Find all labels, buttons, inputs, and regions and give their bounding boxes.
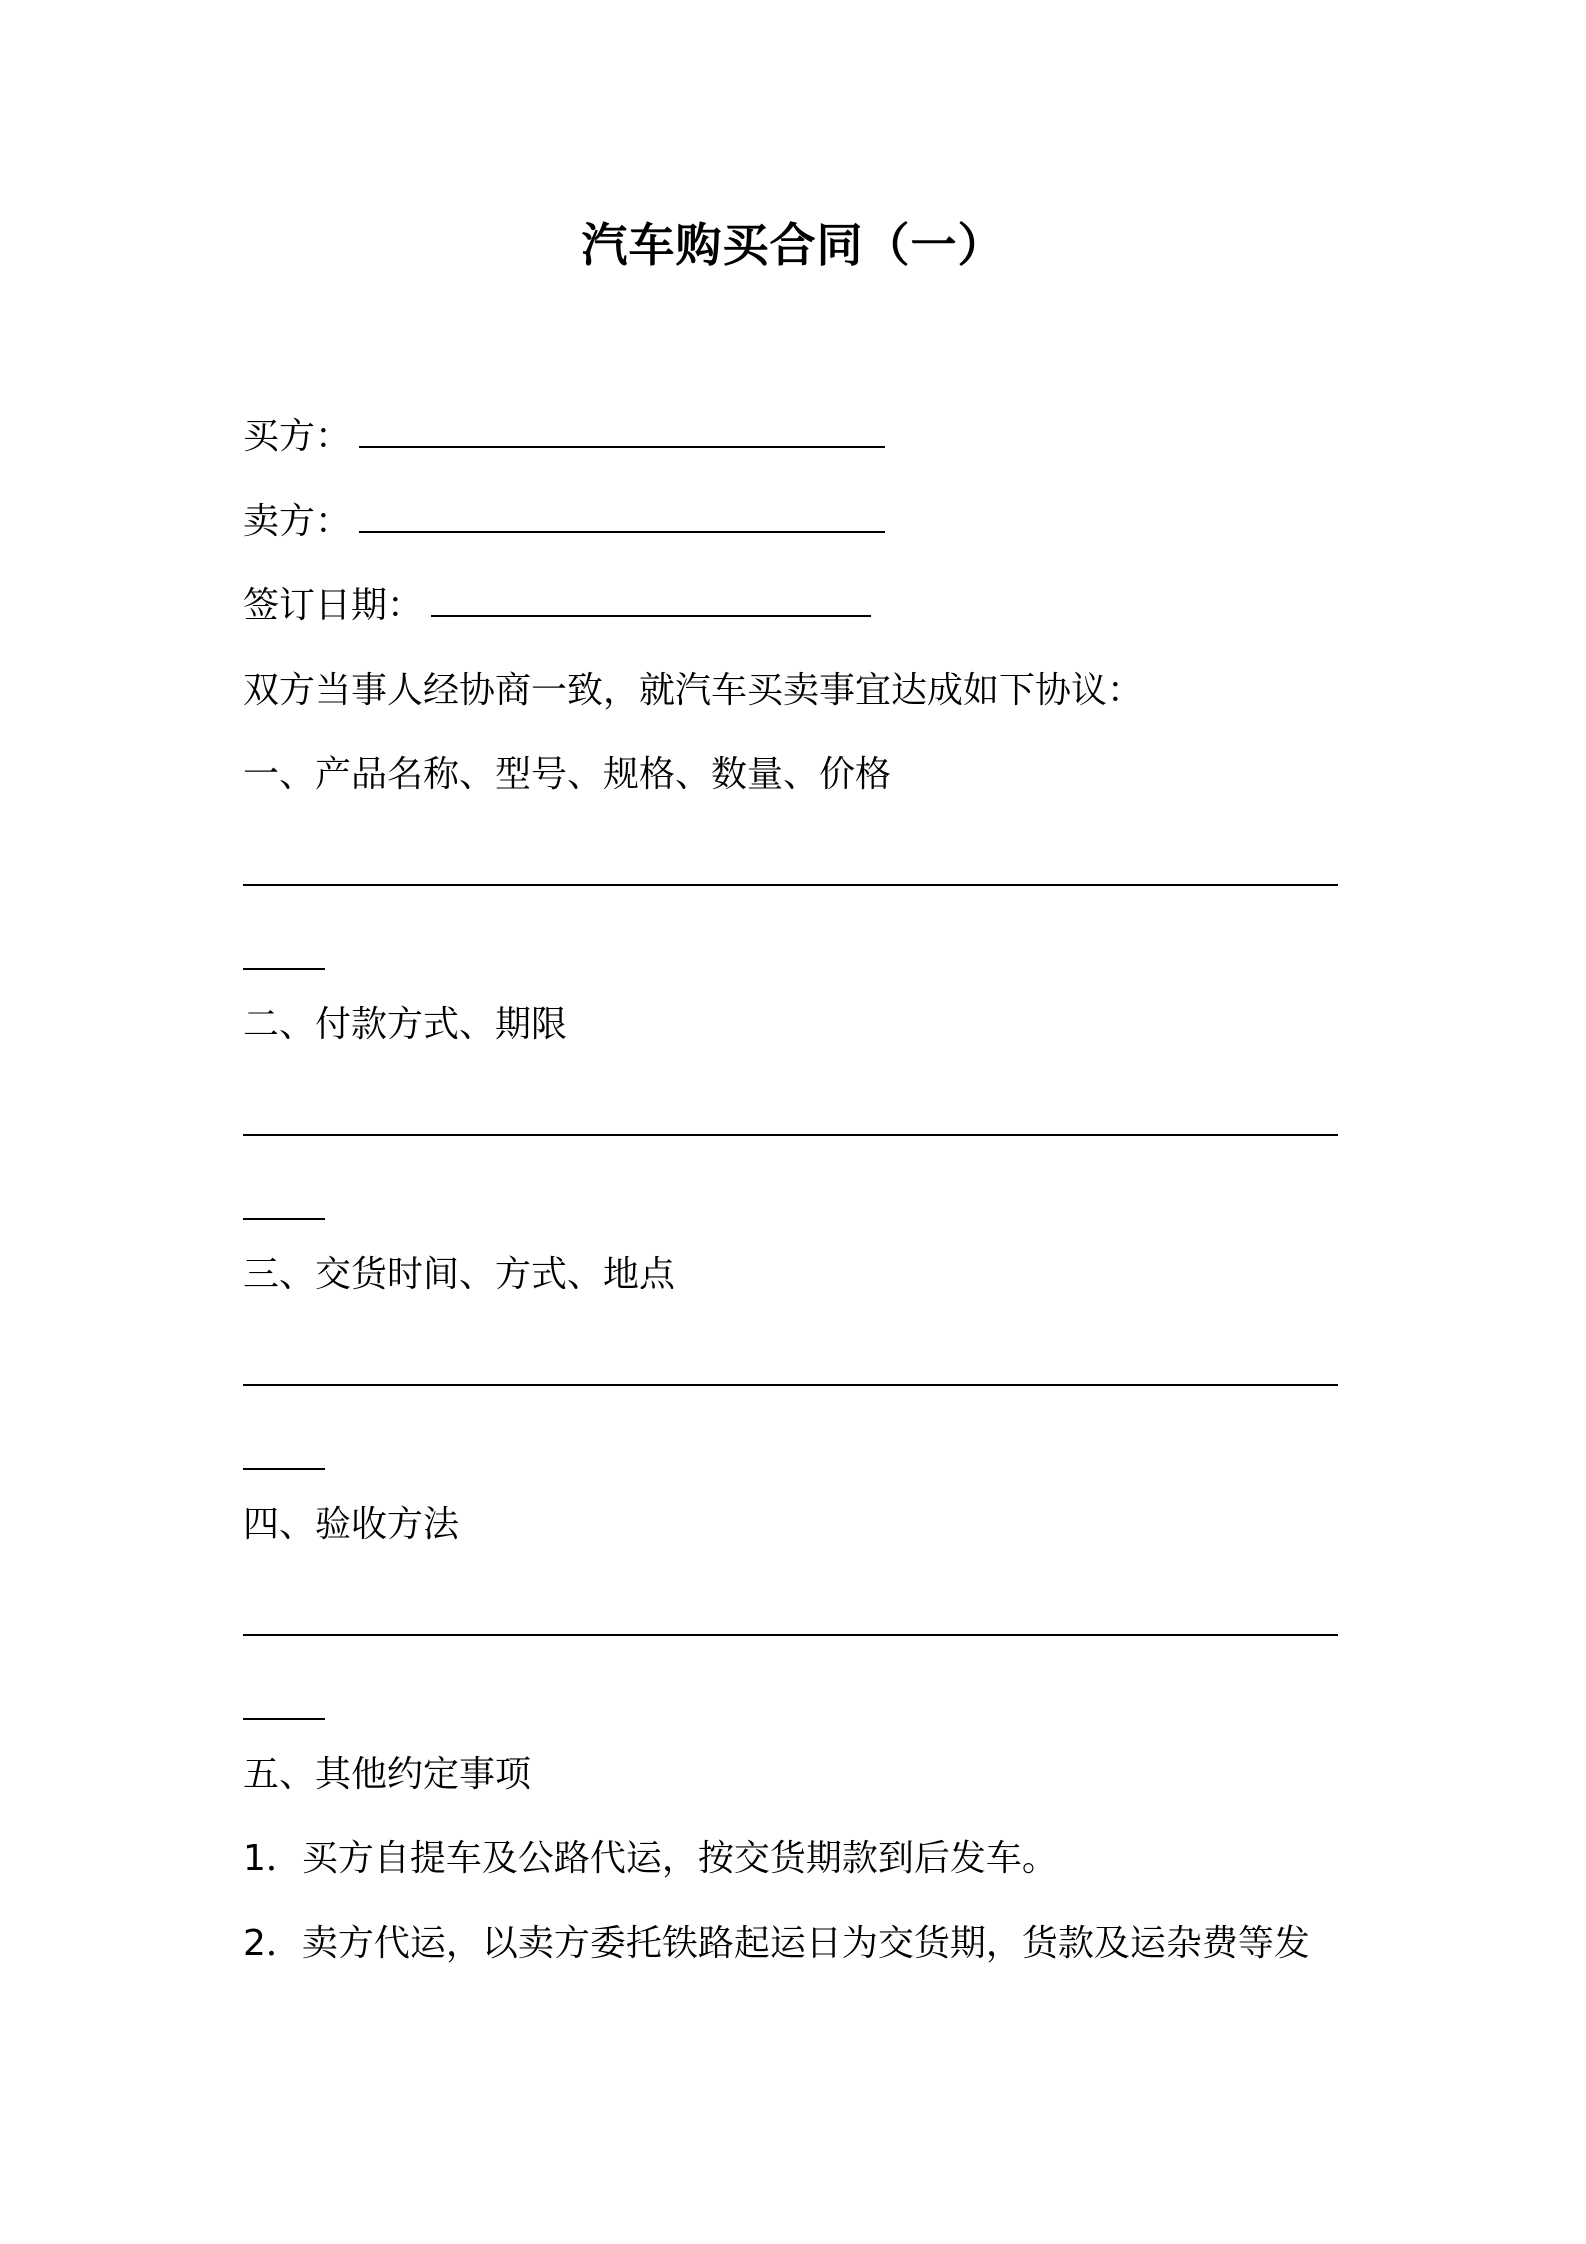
sign-date-label: 签订日期：	[243, 585, 424, 626]
seller-field	[243, 497, 885, 547]
sign-date-blank[interactable]	[431, 585, 871, 617]
sign-date-field	[243, 581, 871, 631]
section-2-blank-line-tail[interactable]	[243, 1218, 325, 1220]
section-heading-1: 一、产品名称、型号、规格、数量、价格	[243, 754, 892, 795]
section-heading-2: 二、付款方式、期限	[243, 1004, 568, 1045]
section-1-blank-line-tail[interactable]	[243, 968, 325, 970]
seller-label: 卖方：	[243, 501, 352, 542]
list-item: 2．卖方代运，以卖方委托铁路起运日为交货期，货款及运杂费等发	[243, 1923, 1310, 1964]
section-heading-4: 四、验收方法	[243, 1504, 460, 1545]
section-heading-5: 五、其他约定事项	[243, 1754, 532, 1795]
seller-blank[interactable]	[359, 501, 885, 533]
buyer-blank[interactable]	[359, 416, 885, 448]
section-3-blank-line[interactable]	[243, 1384, 1338, 1386]
buyer-field	[243, 412, 885, 462]
section-3-blank-line-tail[interactable]	[243, 1468, 325, 1470]
buyer-label: 买方：	[243, 416, 352, 457]
section-2-blank-line[interactable]	[243, 1134, 1338, 1136]
section-1-blank-line[interactable]	[243, 884, 1338, 886]
section-4-blank-line-tail[interactable]	[243, 1718, 325, 1720]
document-title: 汽车购买合同（一）	[581, 218, 1005, 272]
list-item: 1．买方自提车及公路代运，按交货期款到后发车。	[243, 1838, 1058, 1879]
section-4-blank-line[interactable]	[243, 1634, 1338, 1636]
intro-text: 双方当事人经协商一致，就汽车买卖事宜达成如下协议：	[243, 670, 1144, 711]
section-heading-3: 三、交货时间、方式、地点	[243, 1254, 676, 1295]
